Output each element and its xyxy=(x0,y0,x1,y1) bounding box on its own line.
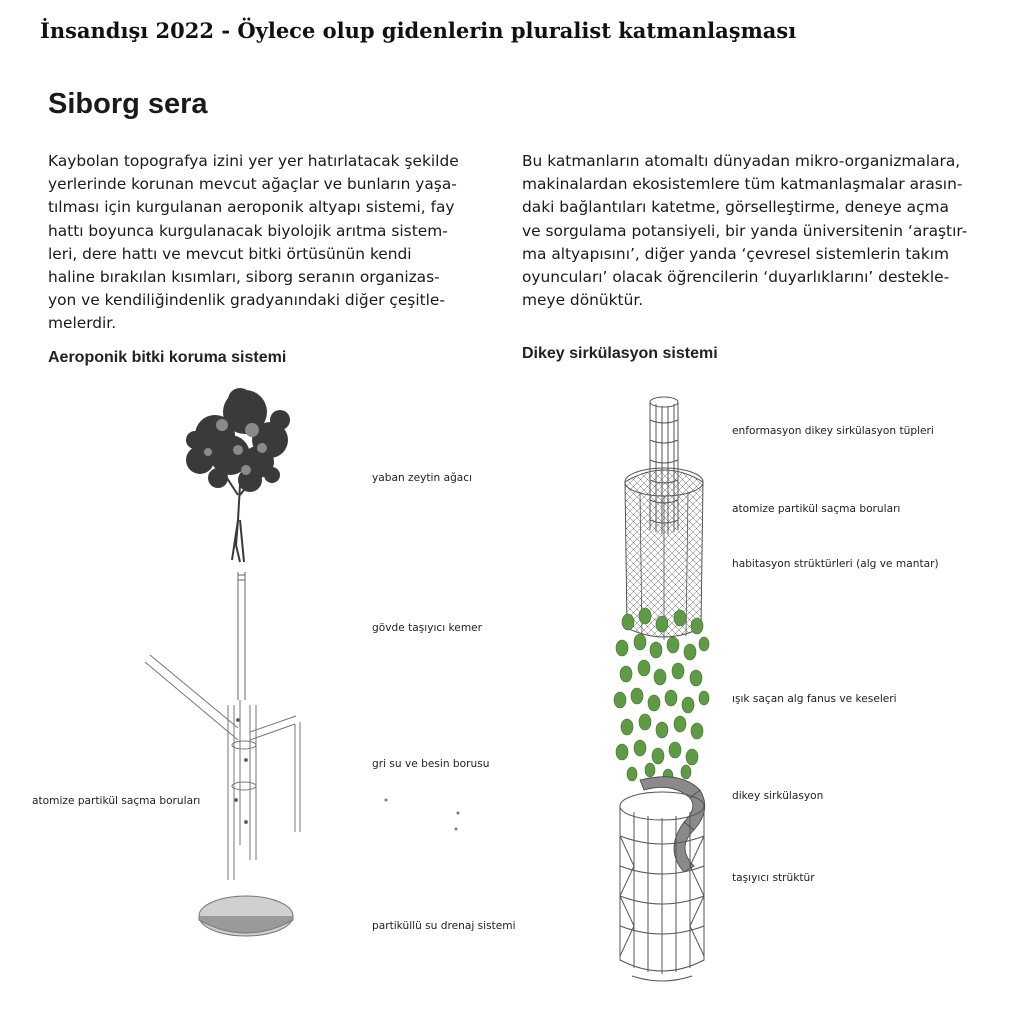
label-atomize-pipes-left: atomize partikül saçma boruları xyxy=(32,795,201,807)
label-atomize-pipes-right: atomize partikül saçma boruları xyxy=(732,503,901,515)
right-paragraph-line: meye dönüktür. xyxy=(522,291,644,310)
page-heading: Siborg sera xyxy=(48,88,208,120)
right-paragraph-line: oyuncuları’ olacak öğrencilerin ‘duyarlıklarını’ destekle- xyxy=(522,268,950,287)
left-paragraph-line: leri, dere hattı ve mevcut bitki örtüsünün kendi xyxy=(48,244,412,263)
left-paragraph-line: haline bırakılan kısımları, siborg seranın organizas- xyxy=(48,268,440,287)
label-grey-water-pipe: gri su ve besin borusu xyxy=(372,758,490,770)
label-info-tubes: enformasyon dikey sirkülasyon tüpleri xyxy=(732,425,934,437)
label-load-structure: taşıyıcı strüktür xyxy=(732,872,815,884)
right-paragraph-line: ma altyapısını’, diğer yanda ‘çevresel sistemlerin takım xyxy=(522,244,950,263)
vertical-circulation-stair-illustration xyxy=(640,777,705,872)
right-paragraph-line: daki bağlantıları katetme, görselleştirme, deneye açma xyxy=(522,198,949,217)
drainage-disc-illustration xyxy=(199,896,293,936)
habitation-cylinder-illustration xyxy=(625,468,703,640)
left-subheading: Aeroponik bitki koruma sistemi xyxy=(48,349,287,366)
olive-tree-illustration xyxy=(186,388,290,562)
right-paragraph-line: Bu katmanların atomaltı dünyadan mikro-organizmalara, xyxy=(522,152,961,170)
label-olive-tree: yaban zeytin ağacı xyxy=(372,472,473,484)
left-paragraph-line: Kaybolan topografya izini yer yer hatırlatacak şekilde xyxy=(48,152,459,170)
trunk-arch-illustration xyxy=(238,572,245,700)
left-paragraph-line: hattı boyunca kurgulanacak biyolojik arıtma sistem- xyxy=(48,221,448,240)
label-trunk-arch: gövde taşıyıcı kemer xyxy=(372,622,483,634)
label-vertical-circulation: dikey sirkülasyon xyxy=(732,790,824,802)
right-subheading: Dikey sirkülasyon sistemi xyxy=(522,345,718,362)
label-drainage: partiküllü su drenaj sistemi xyxy=(372,920,516,932)
label-habitation: habitasyon strüktürleri (alg ve mantar) xyxy=(732,558,939,570)
left-paragraph-line: melerdir. xyxy=(48,314,117,333)
label-algae-lanterns: ışık saçan alg fanus ve keseleri xyxy=(732,693,897,705)
right-paragraph-line: ve sorgulama potansiyeli, bir yanda üniversitenin ‘araştır- xyxy=(522,221,968,240)
header-title: İnsandışı 2022 - Öylece olup gidenlerin pluralist katmanlaşması xyxy=(40,18,797,43)
left-paragraph-line: yon ve kendiliğindenlik gradyanındaki diğer çeşitle- xyxy=(48,291,445,310)
right-paragraph-line: makinalardan ekosistemlere tüm katmanlaşmalar arasın- xyxy=(522,175,963,194)
left-paragraph-line: yerlerinde korunan mevcut ağaçlar ve bunların yaşa- xyxy=(48,175,457,194)
left-paragraph-line: tılması için kurgulanan aeroponik altyapı sistemi, fay xyxy=(48,198,455,217)
